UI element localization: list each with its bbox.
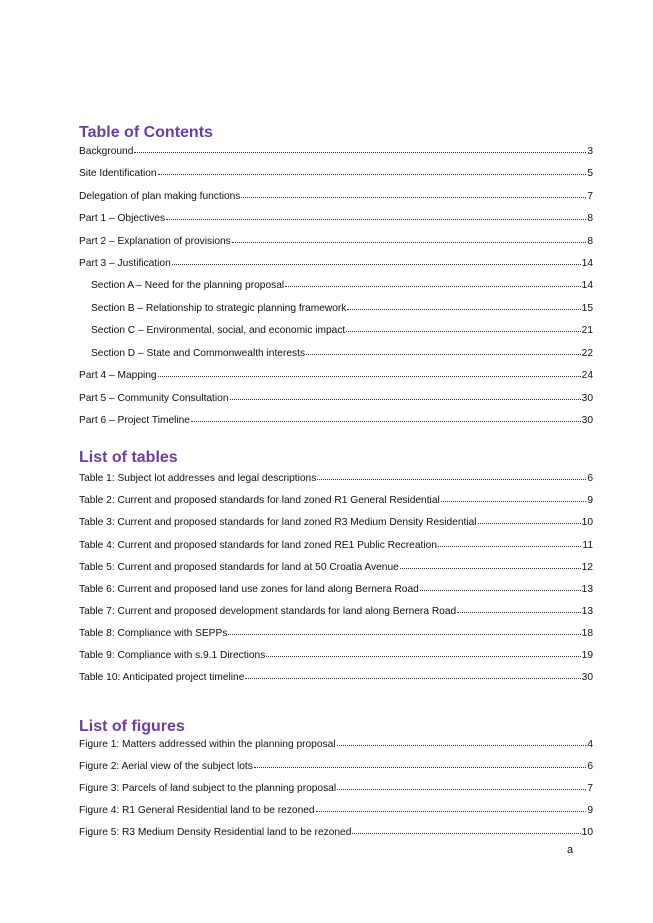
table-list-entry[interactable] xyxy=(79,581,593,595)
toc-entry-page: 22 xyxy=(581,348,593,359)
figure-entry-title: Figure 3: Parcels of land subject to the planning proposal xyxy=(79,783,337,794)
table-entry-page: 10 xyxy=(581,517,593,528)
toc-subentry[interactable] xyxy=(91,345,593,359)
toc-entry[interactable] xyxy=(79,367,593,381)
toc-entry-page: 30 xyxy=(581,393,593,404)
toc-entry-page: 15 xyxy=(581,303,593,314)
dot-leader xyxy=(230,389,581,400)
figure-list-entry[interactable] xyxy=(79,824,593,838)
toc-entry[interactable] xyxy=(79,233,593,247)
dot-leader xyxy=(352,823,580,834)
toc-entry-title: Section B – Relationship to strategic planning framework xyxy=(91,303,347,314)
dot-leader xyxy=(158,366,581,377)
dot-leader xyxy=(134,142,586,153)
dot-leader xyxy=(346,321,580,332)
toc-entry-title: Site Identification xyxy=(79,168,157,179)
figure-list-entry[interactable] xyxy=(79,780,593,794)
toc-entry-page: 14 xyxy=(581,258,593,269)
dot-leader xyxy=(438,536,582,547)
table-list-entry[interactable] xyxy=(79,669,593,683)
figure-entry-page: 4 xyxy=(587,739,593,750)
table-entry-page: 11 xyxy=(582,540,593,551)
table-entry-page: 12 xyxy=(581,562,593,573)
dot-leader xyxy=(317,469,586,480)
dot-leader xyxy=(316,801,587,812)
toc-entry-page: 30 xyxy=(581,415,593,426)
table-entry-title: Table 9: Compliance with s.9.1 Directions xyxy=(79,650,266,661)
dot-leader xyxy=(441,491,587,502)
table-entry-title: Table 6: Current and proposed land use zones for land along Bernera Road xyxy=(79,584,419,595)
dot-leader xyxy=(245,668,580,679)
tables-heading: List of tables xyxy=(79,449,178,466)
toc-entry-page: 3 xyxy=(587,146,593,157)
toc-entry-title: Section C – Environmental, social, and economic impact xyxy=(91,325,346,336)
table-entry-page: 19 xyxy=(581,650,593,661)
table-list-entry[interactable] xyxy=(79,603,593,617)
table-list-entry[interactable] xyxy=(79,647,593,661)
figure-entry-page: 9 xyxy=(587,805,593,816)
table-list-entry[interactable] xyxy=(79,559,593,573)
table-entry-title: Table 7: Current and proposed development standards for land along Bernera Road xyxy=(79,606,457,617)
table-entry-title: Table 4: Current and proposed standards for land zoned RE1 Public Recreation xyxy=(79,540,437,551)
toc-entry-title: Delegation of plan making functions xyxy=(79,191,241,202)
dot-leader xyxy=(266,646,580,657)
dot-leader xyxy=(457,602,580,613)
figure-list-entry[interactable] xyxy=(79,736,593,750)
dot-leader xyxy=(158,164,587,175)
dot-leader xyxy=(232,232,587,243)
toc-entry[interactable] xyxy=(79,412,593,426)
figure-entry-page: 7 xyxy=(587,783,593,794)
table-entry-title: Table 2: Current and proposed standards for land zoned R1 General Residential xyxy=(79,495,440,506)
dot-leader xyxy=(172,254,581,265)
toc-entry-title: Background xyxy=(79,146,134,157)
figure-list-entry[interactable] xyxy=(79,758,593,772)
toc-entry-page: 5 xyxy=(587,168,593,179)
toc-entry[interactable] xyxy=(79,210,593,224)
figure-entry-title: Figure 1: Matters addressed within the planning proposal xyxy=(79,739,336,750)
toc-entry-page: 7 xyxy=(587,191,593,202)
toc-entry-title: Part 4 – Mapping xyxy=(79,370,157,381)
dot-leader xyxy=(337,779,586,790)
toc-entry-page: 8 xyxy=(587,236,593,247)
table-list-entry[interactable] xyxy=(79,492,593,506)
toc-heading: Table of Contents xyxy=(79,124,213,141)
page-number: a xyxy=(567,844,574,856)
table-entry-title: Table 5: Current and proposed standards for land at 50 Croatia Avenue xyxy=(79,562,399,573)
table-entry-title: Table 1: Subject lot addresses and legal descriptions xyxy=(79,473,317,484)
table-entry-page: 13 xyxy=(581,606,593,617)
dot-leader xyxy=(228,624,580,635)
table-entry-page: 18 xyxy=(581,628,593,639)
dot-leader xyxy=(285,276,581,287)
dot-leader xyxy=(306,344,581,355)
toc-entry[interactable] xyxy=(79,188,593,202)
dot-leader xyxy=(337,735,587,746)
dot-leader xyxy=(420,580,581,591)
table-entry-page: 13 xyxy=(581,584,593,595)
toc-entry[interactable] xyxy=(79,143,593,157)
toc-entry[interactable] xyxy=(79,165,593,179)
dot-leader xyxy=(166,209,586,220)
toc-subentry[interactable] xyxy=(91,300,593,314)
toc-subentry[interactable] xyxy=(91,322,593,336)
table-entry-title: Table 3: Current and proposed standards for land zoned R3 Medium Density Residential xyxy=(79,517,477,528)
table-entry-page: 6 xyxy=(587,473,593,484)
dot-leader xyxy=(191,411,581,422)
toc-entry-title: Part 6 – Project Timeline xyxy=(79,415,190,426)
table-list-entry[interactable] xyxy=(79,514,593,528)
toc-entry-title: Part 2 – Explanation of provisions xyxy=(79,236,231,247)
table-entry-page: 30 xyxy=(581,672,593,683)
table-entry-page: 9 xyxy=(587,495,593,506)
figure-entry-page: 6 xyxy=(587,761,593,772)
dot-leader xyxy=(478,513,581,524)
toc-entry[interactable] xyxy=(79,390,593,404)
dot-leader xyxy=(400,558,581,569)
table-entry-title: Table 10: Anticipated project timeline xyxy=(79,672,245,683)
figure-list-entry[interactable] xyxy=(79,802,593,816)
table-list-entry[interactable] xyxy=(79,625,593,639)
figure-entry-title: Figure 5: R3 Medium Density Residential land to be rezoned xyxy=(79,827,352,838)
dot-leader xyxy=(347,299,580,310)
table-list-entry[interactable] xyxy=(79,470,593,484)
toc-entry-title: Section D – State and Commonwealth interests xyxy=(91,348,306,359)
figure-entry-title: Figure 2: Aerial view of the subject lots xyxy=(79,761,253,772)
table-entry-title: Table 8: Compliance with SEPPs xyxy=(79,628,228,639)
toc-entry[interactable] xyxy=(79,255,593,269)
toc-entry-title: Part 1 – Objectives xyxy=(79,213,166,224)
toc-entry-page: 21 xyxy=(581,325,593,336)
toc-entry-title: Part 5 – Community Consultation xyxy=(79,393,229,404)
table-list-entry[interactable] xyxy=(79,537,593,551)
toc-entry-page: 8 xyxy=(587,213,593,224)
toc-entry-page: 14 xyxy=(581,280,593,291)
toc-subentry[interactable] xyxy=(91,277,593,291)
toc-entry-title: Part 3 – Justification xyxy=(79,258,171,269)
figure-entry-page: 10 xyxy=(581,827,593,838)
toc-entry-page: 24 xyxy=(581,370,593,381)
figures-heading: List of figures xyxy=(79,718,185,735)
dot-leader xyxy=(254,757,586,768)
figure-entry-title: Figure 4: R1 General Residential land to be rezoned xyxy=(79,805,315,816)
dot-leader xyxy=(241,187,586,198)
toc-entry-title: Section A – Need for the planning proposal xyxy=(91,280,285,291)
